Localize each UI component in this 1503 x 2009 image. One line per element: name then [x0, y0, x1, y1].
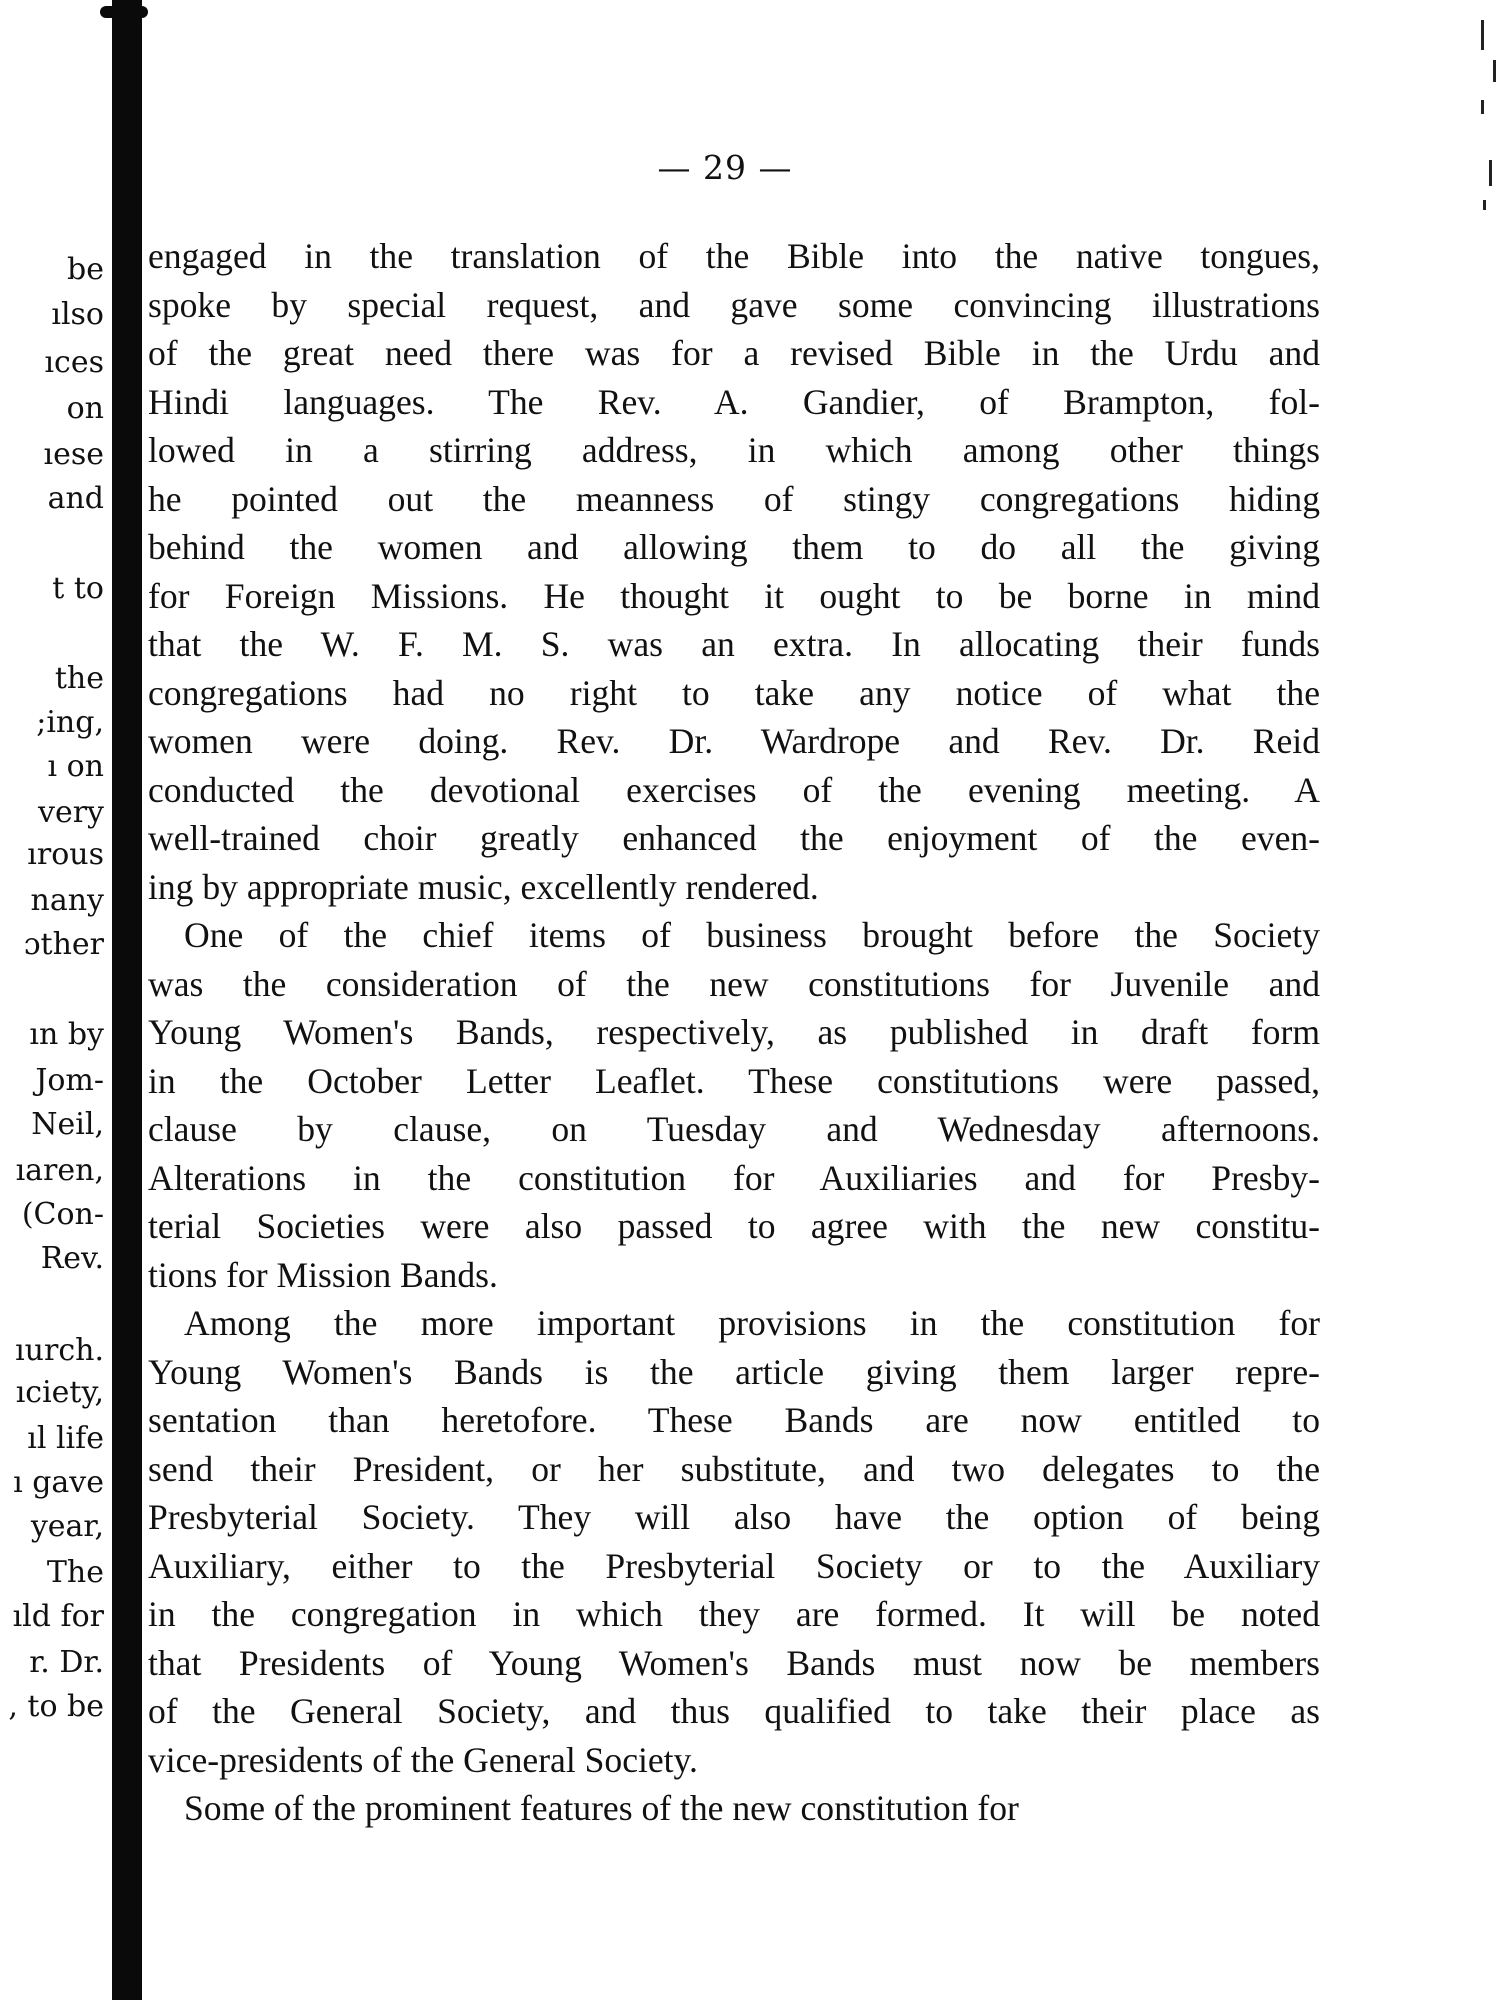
- margin-fragment: ılso: [51, 297, 104, 332]
- text-line: ing by appropriate music, excellently rendered.: [148, 866, 819, 907]
- text-line: engaged in the translation of the Bible into the native tongues,: [148, 236, 1320, 276]
- margin-fragment: ;ing,: [36, 705, 104, 740]
- margin-fragment: ıces: [44, 345, 104, 380]
- text-line: One of the chief items of business brought before the Society: [184, 915, 1320, 955]
- margin-fragment: (Con-: [21, 1197, 104, 1232]
- text-line: well-trained choir greatly enhanced the enjoyment of the even-: [148, 818, 1320, 858]
- margin-fragment: very: [38, 795, 104, 830]
- text-line: spoke by special request, and gave some convincing illustrations: [148, 284, 1320, 325]
- text-line: Young Women's Bands, respectively, as published in draft form: [148, 1012, 1320, 1052]
- text-line: that the W. F. M. S. was an extra. In allocating their funds: [148, 624, 1320, 664]
- text-line: Auxiliary, either to the Presbyterial Society or to the Auxiliary: [148, 1545, 1320, 1586]
- margin-fragment: ɔther: [23, 927, 104, 962]
- text-line: Young Women's Bands is the article giving them larger repre-: [148, 1351, 1320, 1392]
- binding-gutter: [112, 0, 142, 2000]
- text-line: clause by clause, on Tuesday and Wednesday afternoons.: [148, 1109, 1320, 1149]
- text-line: was the consideration of the new constitutions for Juvenile and: [148, 963, 1320, 1004]
- margin-fragment: the: [54, 661, 104, 696]
- margin-fragment: Rev.: [40, 1241, 104, 1276]
- text-line: he pointed out the meanness of stingy congregations hiding: [148, 478, 1320, 519]
- margin-fragment: The: [46, 1555, 104, 1590]
- text-line: vice-presidents of the General Society.: [148, 1739, 698, 1780]
- previous-page-bleed: [0, 0, 112, 2009]
- margin-fragment: and: [47, 481, 104, 516]
- text-line: behind the women and allowing them to do all the giving: [148, 527, 1320, 567]
- scan-specks: [1463, 0, 1503, 260]
- margin-fragment: Jom-: [35, 1063, 104, 1098]
- text-line: Presbyterial Society. They will also have the option of being: [148, 1497, 1320, 1537]
- margin-fragment: r. Dr.: [29, 1645, 104, 1680]
- page-number: — 29 —: [657, 148, 793, 187]
- margin-fragment: Neil,: [31, 1107, 104, 1142]
- text-line: send their President, or her substitute, and two delegates to the: [148, 1448, 1320, 1489]
- margin-fragment: ıese: [43, 437, 104, 472]
- text-line: that Presidents of Young Women's Bands must now be members: [148, 1642, 1320, 1683]
- margin-fragment: t to: [52, 571, 104, 606]
- margin-fragment: be: [67, 252, 104, 287]
- text-line: tions for Mission Bands.: [148, 1254, 498, 1295]
- text-line: terial Societies were also passed to agree with the new constitu-: [148, 1206, 1320, 1246]
- margin-fragment: ı on: [47, 749, 104, 784]
- margin-fragment: year,: [30, 1509, 104, 1544]
- text-line: Hindi languages. The Rev. A. Gandier, of Brampton, fol-: [148, 381, 1320, 422]
- text-line: in the congregation in which they are formed. It will be noted: [148, 1594, 1320, 1634]
- body-text: [148, 232, 1320, 1833]
- text-line: Alterations in the constitution for Auxiliaries and for Presby-: [148, 1157, 1320, 1198]
- margin-fragment: , to be: [8, 1689, 104, 1724]
- text-line: congregations had no right to take any notice of what the: [148, 672, 1320, 713]
- margin-fragment: ıaren,: [15, 1153, 104, 1188]
- text-line: Some of the prominent features of the new constitution for: [184, 1788, 1019, 1828]
- margin-fragment: ın by: [29, 1017, 104, 1052]
- margin-fragment: ı gave: [13, 1465, 104, 1500]
- margin-fragment: ıld for: [12, 1599, 104, 1634]
- text-line: lowed in a stirring address, in which among other things: [148, 430, 1320, 470]
- margin-fragment: on: [66, 391, 104, 426]
- margin-fragment: ıurch.: [15, 1333, 104, 1368]
- margin-fragment: nany: [30, 883, 104, 918]
- text-line: for Foreign Missions. He thought it ought to be borne in mind: [148, 575, 1320, 616]
- margin-fragment: ırous: [27, 837, 104, 872]
- text-line: in the October Letter Leaflet. These constitutions were passed,: [148, 1060, 1320, 1101]
- margin-fragment: ıciety,: [15, 1375, 104, 1410]
- margin-fragment: ıl life: [27, 1421, 104, 1456]
- text-line: of the great need there was for a revised Bible in the Urdu and: [148, 333, 1320, 373]
- text-line: of the General Society, and thus qualified to take their place as: [148, 1691, 1320, 1731]
- text-line: conducted the devotional exercises of the evening meeting. A: [148, 769, 1320, 810]
- text-line: Among the more important provisions in the constitution for: [184, 1303, 1320, 1343]
- text-line: sentation than heretofore. These Bands are now entitled to: [148, 1400, 1320, 1440]
- text-line: women were doing. Rev. Dr. Wardrope and Rev. Dr. Reid: [148, 721, 1320, 761]
